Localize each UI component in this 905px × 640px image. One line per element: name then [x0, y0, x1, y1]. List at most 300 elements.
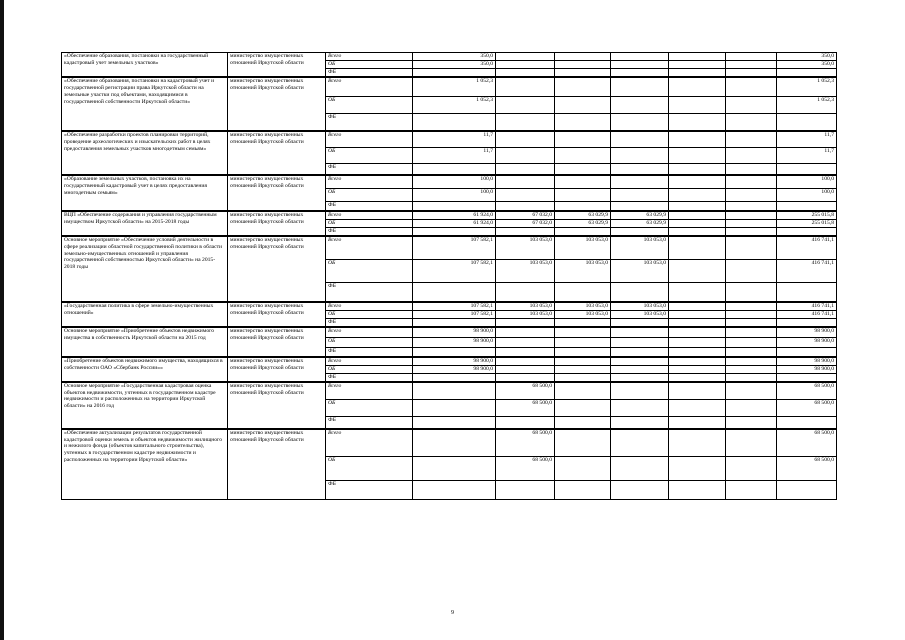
amount-year-2019 — [669, 61, 726, 69]
amount-year-2020 — [726, 282, 777, 301]
amount-year-2020 — [726, 97, 777, 114]
amount-year-2020 — [726, 202, 777, 211]
amount-year-2019 — [669, 227, 726, 235]
binding-edge-bar — [0, 0, 4, 640]
table-row — [62, 357, 837, 365]
amount-year-2017 — [555, 382, 611, 399]
measure-name: «Обеспечение актуализации результатов государственной кадастровой оценки земель и объектов недвижимости жилищного и нежилого фонда (объектов капитального строительства), учтенных в государственном кадастре недвижимости и расположенных на территории Иркутской области» — [62, 429, 228, 499]
amount-year-2018 — [611, 202, 669, 211]
amount-year-2018 — [611, 227, 669, 235]
amount-year-2016 — [496, 148, 555, 164]
measure-name: ВЦП «Обеспечение содержания и управления государственным имуществом Иркутской области» на 2015-2018 годы — [62, 212, 228, 236]
amount-total — [777, 164, 837, 175]
amount-year-2020 — [726, 114, 777, 131]
table-row — [62, 53, 837, 61]
measure-name: Основное мероприятие «Государственная кадастровая оценка объектов недвижимости, учтенных в государственном кадастре недвижимости и расположенных на территории Иркутской области» на 2016 год — [62, 382, 228, 428]
table-row — [62, 236, 837, 259]
amount-year-2018 — [611, 357, 669, 365]
amount-year-2017 — [555, 282, 611, 301]
amount-year-2015 — [413, 382, 496, 399]
amount-year-2016 — [496, 202, 555, 211]
table-row — [62, 78, 837, 97]
amount-year-2020 — [726, 189, 777, 202]
amount-year-2017 — [555, 318, 611, 326]
funding-source: Всего — [326, 132, 413, 148]
amount-year-2020 — [726, 327, 777, 337]
amount-year-2015: 107 582,1 — [413, 310, 496, 318]
table-row — [62, 302, 837, 310]
amount-year-2020 — [726, 399, 777, 416]
amount-total: 100,0 — [777, 189, 837, 202]
amount-year-2020 — [726, 61, 777, 69]
amount-year-2016 — [496, 357, 555, 365]
funding-source: Всего — [326, 53, 413, 61]
amount-year-2020 — [726, 148, 777, 164]
amount-year-2018: 103 053,0 — [611, 302, 669, 310]
funding-source: ОБ — [326, 97, 413, 114]
table-row — [62, 429, 837, 456]
amount-year-2017 — [555, 373, 611, 381]
measure-name: Основное мероприятие «Приобретение объектов недвижимого имущества в собственность Иркутской области на 2015 год — [62, 327, 228, 356]
responsible-executor: министерство имущественных отношений Иркутской области — [228, 176, 326, 211]
amount-year-2020 — [726, 227, 777, 235]
amount-year-2019 — [669, 97, 726, 114]
amount-year-2019 — [669, 212, 726, 220]
amount-year-2019 — [669, 373, 726, 381]
amount-year-2018 — [611, 456, 669, 480]
amount-year-2019 — [669, 365, 726, 373]
amount-year-2016 — [496, 327, 555, 337]
amount-total: 98 900,0 — [777, 337, 837, 347]
amount-year-2017 — [555, 327, 611, 337]
amount-year-2016: 67 032,0 — [496, 219, 555, 227]
amount-year-2020 — [726, 53, 777, 61]
amount-year-2020 — [726, 318, 777, 326]
responsible-executor: министерство имущественных отношений Иркутской области — [228, 357, 326, 381]
amount-year-2018 — [611, 382, 669, 399]
amount-year-2016 — [496, 189, 555, 202]
amount-total — [777, 373, 837, 381]
responsible-executor: министерство имущественных отношений Иркутской области — [228, 236, 326, 301]
amount-year-2019 — [669, 429, 726, 456]
amount-year-2019 — [669, 357, 726, 365]
funding-source: Всего — [326, 382, 413, 399]
amount-year-2020 — [726, 132, 777, 148]
amount-year-2018 — [611, 132, 669, 148]
amount-year-2015 — [413, 114, 496, 131]
amount-total: 98 900,0 — [777, 327, 837, 337]
amount-year-2018: 103 053,0 — [611, 310, 669, 318]
amount-year-2015 — [413, 456, 496, 480]
amount-year-2015 — [413, 373, 496, 381]
amount-year-2015: 100,0 — [413, 176, 496, 189]
amount-year-2015 — [413, 429, 496, 456]
amount-total — [777, 69, 837, 77]
amount-year-2016 — [496, 53, 555, 61]
amount-total: 416 741,1 — [777, 236, 837, 259]
amount-year-2017 — [555, 164, 611, 175]
amount-total: 1 052,3 — [777, 97, 837, 114]
amount-total: 11,7 — [777, 132, 837, 148]
amount-year-2018 — [611, 282, 669, 301]
funding-source: ФБ — [326, 114, 413, 131]
amount-year-2019 — [669, 310, 726, 318]
amount-year-2017 — [555, 53, 611, 61]
amount-year-2019 — [669, 327, 726, 337]
table-row — [62, 132, 837, 148]
amount-year-2016 — [496, 69, 555, 77]
amount-year-2016 — [496, 347, 555, 356]
amount-year-2016: 103 053,0 — [496, 302, 555, 310]
funding-source: Всего — [326, 78, 413, 97]
funding-source: Всего — [326, 212, 413, 220]
amount-year-2019 — [669, 416, 726, 428]
amount-year-2017 — [555, 429, 611, 456]
amount-year-2017 — [555, 456, 611, 480]
funding-source: ОБ — [326, 337, 413, 347]
amount-year-2019 — [669, 78, 726, 97]
amount-year-2020 — [726, 357, 777, 365]
amount-year-2015 — [413, 227, 496, 235]
funding-source: ФБ — [326, 282, 413, 301]
amount-year-2018 — [611, 148, 669, 164]
measure-name: «Приобретение объектов недвижимого имущества, находящихся в собственности ОАО «Сбербанк России»» — [62, 357, 228, 381]
measure-name: «Образование земельных участков, постановка их на государственный кадастровый учет в целях предоставления многодетным семьям» — [62, 176, 228, 211]
amount-year-2019 — [669, 347, 726, 356]
measure-name: «Обеспечение образования, постановки на государственный кадастровый учет земельных участков» — [62, 53, 228, 77]
amount-year-2016: 103 053,0 — [496, 236, 555, 259]
amount-year-2015: 98 900,0 — [413, 357, 496, 365]
amount-year-2020 — [726, 365, 777, 373]
amount-year-2015: 1 052,3 — [413, 97, 496, 114]
funding-source: Всего — [326, 357, 413, 365]
amount-year-2019 — [669, 318, 726, 326]
amount-year-2017 — [555, 227, 611, 235]
responsible-executor: министерство имущественных отношений Иркутской области — [228, 78, 326, 131]
amount-year-2016 — [496, 318, 555, 326]
amount-year-2019 — [669, 337, 726, 347]
amount-year-2020 — [726, 219, 777, 227]
responsible-executor: министерство имущественных отношений Иркутской области — [228, 132, 326, 175]
amount-year-2017 — [555, 78, 611, 97]
table-row — [62, 327, 837, 337]
amount-total: 68 500,0 — [777, 429, 837, 456]
amount-total: 255 015,8 — [777, 219, 837, 227]
amount-year-2019 — [669, 399, 726, 416]
amount-year-2015 — [413, 282, 496, 301]
amount-year-2018 — [611, 53, 669, 61]
amount-total — [777, 282, 837, 301]
table-row — [62, 176, 837, 189]
amount-year-2015 — [413, 318, 496, 326]
responsible-executor: министерство имущественных отношений Иркутской области — [228, 212, 326, 236]
amount-year-2020 — [726, 480, 777, 499]
amount-year-2018 — [611, 69, 669, 77]
amount-year-2017 — [555, 176, 611, 189]
amount-year-2015: 61 924,0 — [413, 219, 496, 227]
amount-year-2016: 68 500,0 — [496, 456, 555, 480]
amount-year-2015: 98 900,0 — [413, 365, 496, 373]
page-number: 9 — [451, 610, 454, 616]
amount-year-2017 — [555, 337, 611, 347]
amount-year-2017 — [555, 189, 611, 202]
amount-year-2019 — [669, 382, 726, 399]
amount-year-2016 — [496, 227, 555, 235]
funding-source: ОБ — [326, 148, 413, 164]
funding-source: ОБ — [326, 61, 413, 69]
amount-year-2017 — [555, 132, 611, 148]
amount-total — [777, 318, 837, 326]
amount-year-2016 — [496, 97, 555, 114]
amount-total: 416 741,1 — [777, 310, 837, 318]
funding-source: Всего — [326, 302, 413, 310]
amount-year-2016 — [496, 365, 555, 373]
funding-source: ФБ — [326, 227, 413, 235]
amount-total — [777, 227, 837, 235]
amount-year-2018 — [611, 318, 669, 326]
responsible-executor: министерство имущественных отношений Иркутской области — [228, 327, 326, 356]
amount-year-2015 — [413, 202, 496, 211]
amount-year-2016: 103 053,0 — [496, 259, 555, 282]
amount-year-2020 — [726, 302, 777, 310]
amount-year-2016: 68 500,0 — [496, 429, 555, 456]
measure-name: Основное мероприятие «Обеспечение условий деятельности в сфере реализации областной государственной политики в области земельно-имущественных отношений и управления государственной собственностью Иркутской области» на 2015-2018 годы — [62, 236, 228, 301]
amount-year-2019 — [669, 302, 726, 310]
amount-year-2015 — [413, 480, 496, 499]
responsible-executor: министерство имущественных отношений Иркутской области — [228, 429, 326, 499]
amount-year-2019 — [669, 132, 726, 148]
amount-year-2018 — [611, 347, 669, 356]
amount-total — [777, 416, 837, 428]
amount-total: 68 500,0 — [777, 399, 837, 416]
amount-year-2018 — [611, 365, 669, 373]
amount-year-2017 — [555, 416, 611, 428]
responsible-executor: министерство имущественных отношений Иркутской области — [228, 53, 326, 77]
amount-year-2017 — [555, 480, 611, 499]
amount-year-2020 — [726, 212, 777, 220]
amount-year-2018 — [611, 97, 669, 114]
amount-total — [777, 480, 837, 499]
amount-year-2015: 107 582,1 — [413, 302, 496, 310]
amount-year-2018 — [611, 399, 669, 416]
amount-year-2018 — [611, 416, 669, 428]
amount-year-2016 — [496, 373, 555, 381]
amount-year-2015: 98 900,0 — [413, 337, 496, 347]
amount-year-2020 — [726, 78, 777, 97]
funding-source: ОБ — [326, 399, 413, 416]
amount-total — [777, 202, 837, 211]
amount-total: 98 900,0 — [777, 357, 837, 365]
amount-year-2020 — [726, 310, 777, 318]
table-row — [62, 382, 837, 399]
amount-year-2017 — [555, 114, 611, 131]
amount-year-2019 — [669, 114, 726, 131]
amount-total: 98 900,0 — [777, 365, 837, 373]
measure-name: «Обеспечение разработки проектов планировки территорий, проведение археологических и изыскательских работ в целях предоставления земельных участков многодетным семьям» — [62, 132, 228, 175]
amount-total — [777, 347, 837, 356]
amount-total: 1 052,3 — [777, 78, 837, 97]
amount-year-2020 — [726, 347, 777, 356]
amount-year-2016 — [496, 78, 555, 97]
amount-year-2017 — [555, 69, 611, 77]
measure-name: «Обеспечение образования, постановки на кадастровый учет и государственной регистрации права Иркутской области на земельные участки под объектами, находящимися в государственной собственности Иркутской области» — [62, 78, 228, 131]
amount-total: 350,0 — [777, 61, 837, 69]
amount-year-2015 — [413, 399, 496, 416]
amount-year-2015: 107 582,1 — [413, 236, 496, 259]
amount-year-2017 — [555, 61, 611, 69]
amount-year-2015: 1 052,3 — [413, 78, 496, 97]
amount-year-2019 — [669, 176, 726, 189]
amount-total: 68 500,0 — [777, 382, 837, 399]
amount-year-2019 — [669, 219, 726, 227]
amount-year-2016 — [496, 114, 555, 131]
funding-source: ОБ — [326, 456, 413, 480]
amount-year-2019 — [669, 259, 726, 282]
amount-year-2016: 103 053,0 — [496, 310, 555, 318]
responsible-executor: министерство имущественных отношений Иркутской области — [228, 302, 326, 326]
amount-year-2018 — [611, 429, 669, 456]
amount-year-2017: 103 053,0 — [555, 236, 611, 259]
amount-total: 416 741,1 — [777, 302, 837, 310]
amount-year-2019 — [669, 236, 726, 259]
amount-year-2016: 68 500,0 — [496, 399, 555, 416]
amount-year-2015: 350,0 — [413, 53, 496, 61]
amount-year-2018 — [611, 78, 669, 97]
amount-year-2018 — [611, 189, 669, 202]
amount-year-2015: 11,7 — [413, 148, 496, 164]
amount-total: 350,0 — [777, 53, 837, 61]
amount-year-2020 — [726, 176, 777, 189]
amount-year-2016 — [496, 61, 555, 69]
amount-year-2016 — [496, 282, 555, 301]
amount-year-2016: 68 500,0 — [496, 382, 555, 399]
funding-source: ОБ — [326, 310, 413, 318]
amount-year-2020 — [726, 456, 777, 480]
amount-year-2020 — [726, 416, 777, 428]
funding-source: ФБ — [326, 318, 413, 326]
funding-source: Всего — [326, 327, 413, 337]
amount-year-2017 — [555, 148, 611, 164]
funding-source: ФБ — [326, 347, 413, 356]
measure-name: «Государственная политика в сфере земельно-имущественных отношений» — [62, 302, 228, 326]
funding-source: ОБ — [326, 219, 413, 227]
funding-source: ОБ — [326, 365, 413, 373]
amount-year-2020 — [726, 164, 777, 175]
amount-year-2019 — [669, 69, 726, 77]
amount-year-2019 — [669, 282, 726, 301]
amount-year-2018 — [611, 164, 669, 175]
amount-total — [777, 114, 837, 131]
amount-year-2018 — [611, 480, 669, 499]
amount-year-2016 — [496, 416, 555, 428]
amount-total: 11,7 — [777, 148, 837, 164]
amount-year-2019 — [669, 189, 726, 202]
amount-year-2015: 98 900,0 — [413, 327, 496, 337]
amount-year-2015: 107 582,1 — [413, 259, 496, 282]
amount-total: 100,0 — [777, 176, 837, 189]
amount-year-2020 — [726, 69, 777, 77]
amount-year-2020 — [726, 259, 777, 282]
amount-year-2017: 103 053,0 — [555, 302, 611, 310]
amount-year-2016 — [496, 164, 555, 175]
amount-year-2018 — [611, 114, 669, 131]
amount-total: 68 500,0 — [777, 456, 837, 480]
amount-year-2015 — [413, 69, 496, 77]
amount-year-2016 — [496, 176, 555, 189]
amount-year-2017: 63 029,9 — [555, 212, 611, 220]
amount-year-2020 — [726, 236, 777, 259]
funding-source: ФБ — [326, 164, 413, 175]
amount-year-2020 — [726, 429, 777, 456]
funding-source: ФБ — [326, 416, 413, 428]
amount-year-2018: 63 029,9 — [611, 212, 669, 220]
amount-year-2018 — [611, 327, 669, 337]
amount-year-2015 — [413, 416, 496, 428]
amount-year-2017: 63 029,9 — [555, 219, 611, 227]
amount-year-2019 — [669, 202, 726, 211]
amount-year-2018: 103 053,0 — [611, 236, 669, 259]
funding-source: ФБ — [326, 373, 413, 381]
funding-source: ОБ — [326, 259, 413, 282]
amount-year-2017: 103 053,0 — [555, 310, 611, 318]
amount-year-2018: 63 029,9 — [611, 219, 669, 227]
amount-total: 416 741,1 — [777, 259, 837, 282]
amount-year-2015: 11,7 — [413, 132, 496, 148]
amount-year-2018 — [611, 337, 669, 347]
amount-year-2017 — [555, 365, 611, 373]
budget-table — [61, 52, 837, 500]
amount-year-2016 — [496, 337, 555, 347]
amount-total: 255 015,8 — [777, 212, 837, 220]
amount-year-2018 — [611, 61, 669, 69]
amount-year-2016 — [496, 480, 555, 499]
amount-year-2019 — [669, 164, 726, 175]
table-row — [62, 212, 837, 220]
amount-year-2019 — [669, 456, 726, 480]
funding-source: Всего — [326, 176, 413, 189]
amount-year-2015: 61 924,0 — [413, 212, 496, 220]
amount-year-2019 — [669, 480, 726, 499]
funding-source: Всего — [326, 429, 413, 456]
funding-source: ОБ — [326, 189, 413, 202]
funding-source: ФБ — [326, 480, 413, 499]
amount-year-2016: 67 032,0 — [496, 212, 555, 220]
amount-year-2017 — [555, 202, 611, 211]
amount-year-2015: 100,0 — [413, 189, 496, 202]
amount-year-2015 — [413, 164, 496, 175]
amount-year-2019 — [669, 53, 726, 61]
amount-year-2017: 103 053,0 — [555, 259, 611, 282]
funding-source: ФБ — [326, 69, 413, 77]
amount-year-2018: 103 053,0 — [611, 259, 669, 282]
funding-source: ФБ — [326, 202, 413, 211]
amount-year-2017 — [555, 347, 611, 356]
amount-year-2017 — [555, 97, 611, 114]
amount-year-2018 — [611, 373, 669, 381]
amount-year-2016 — [496, 132, 555, 148]
amount-year-2020 — [726, 337, 777, 347]
amount-year-2017 — [555, 399, 611, 416]
amount-year-2019 — [669, 148, 726, 164]
amount-year-2017 — [555, 357, 611, 365]
amount-year-2015 — [413, 347, 496, 356]
amount-year-2020 — [726, 373, 777, 381]
responsible-executor: министерство имущественных отношений Иркутской области — [228, 382, 326, 428]
amount-year-2018 — [611, 176, 669, 189]
amount-year-2020 — [726, 382, 777, 399]
amount-year-2015: 350,0 — [413, 61, 496, 69]
funding-source: Всего — [326, 236, 413, 259]
